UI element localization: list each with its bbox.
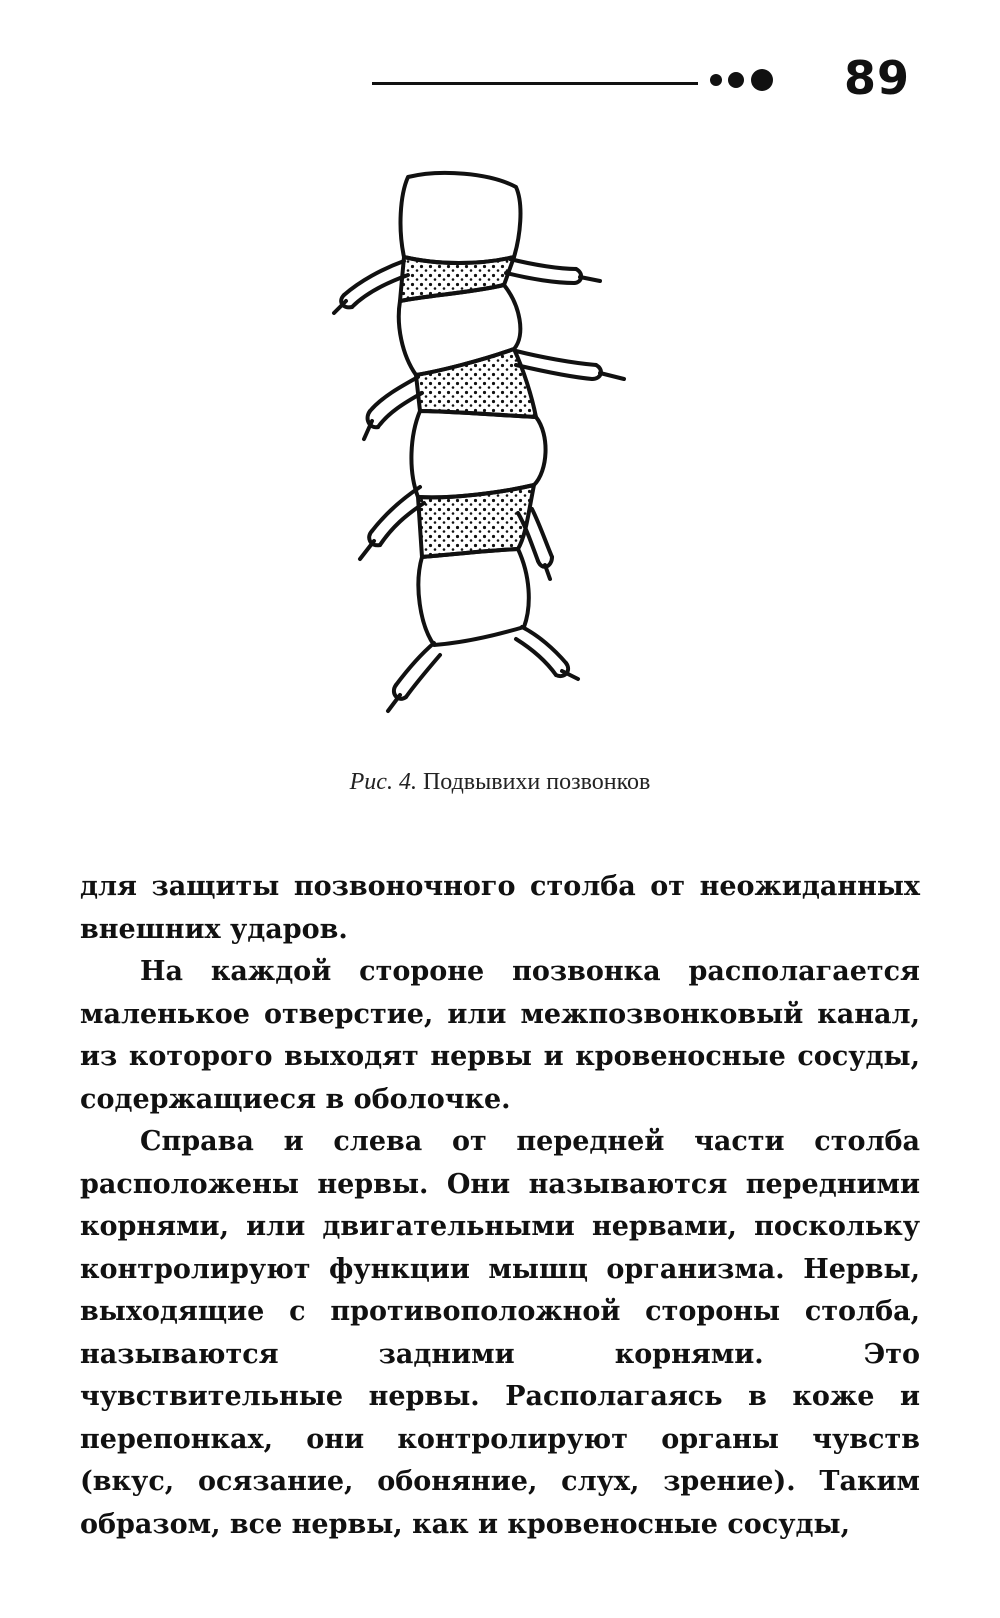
figure-caption-text: Подвывихи позвонков bbox=[416, 769, 651, 795]
header-rule bbox=[372, 82, 698, 85]
body-text bbox=[80, 866, 920, 1546]
paragraph: Справа и слева от передней части столба расположены нервы. Они называются передними корнями, или двигательными нервами, поскольку контролируют функции мышц организма. Нервы, выходящие с противоположной стороны столба, называются задними корнями. Это чувствительные нервы. Располагаясь в коже и перепонках, они контролируют органы чувств (вкус, осязание, обоняние, слух, зрение). Таким образом, все нервы, как и кровеносные сосуды, bbox=[80, 1126, 920, 1540]
intervertebral-disc bbox=[418, 485, 534, 557]
page-header bbox=[0, 0, 1000, 120]
vertebrae-illustration bbox=[320, 165, 660, 745]
page-number: 89 bbox=[844, 51, 911, 105]
paragraph: На каждой стороне позвонка располагается маленькое отверстие, или межпозвонковый канал, из которого выходят нервы и кровеносные сосуды, содержащиеся в оболочке. bbox=[80, 956, 920, 1115]
paragraph: для защиты позвоночного столба от неожиданных внешних ударов. bbox=[80, 871, 920, 945]
intervertebral-disc bbox=[416, 349, 536, 417]
figure-caption bbox=[0, 766, 1000, 798]
header-dots-ornament bbox=[708, 68, 794, 92]
vertebra-body bbox=[401, 173, 521, 263]
vertebra-body bbox=[411, 411, 545, 497]
vertebra-body bbox=[418, 549, 528, 645]
figure-label: Рис. 4. bbox=[349, 769, 417, 795]
